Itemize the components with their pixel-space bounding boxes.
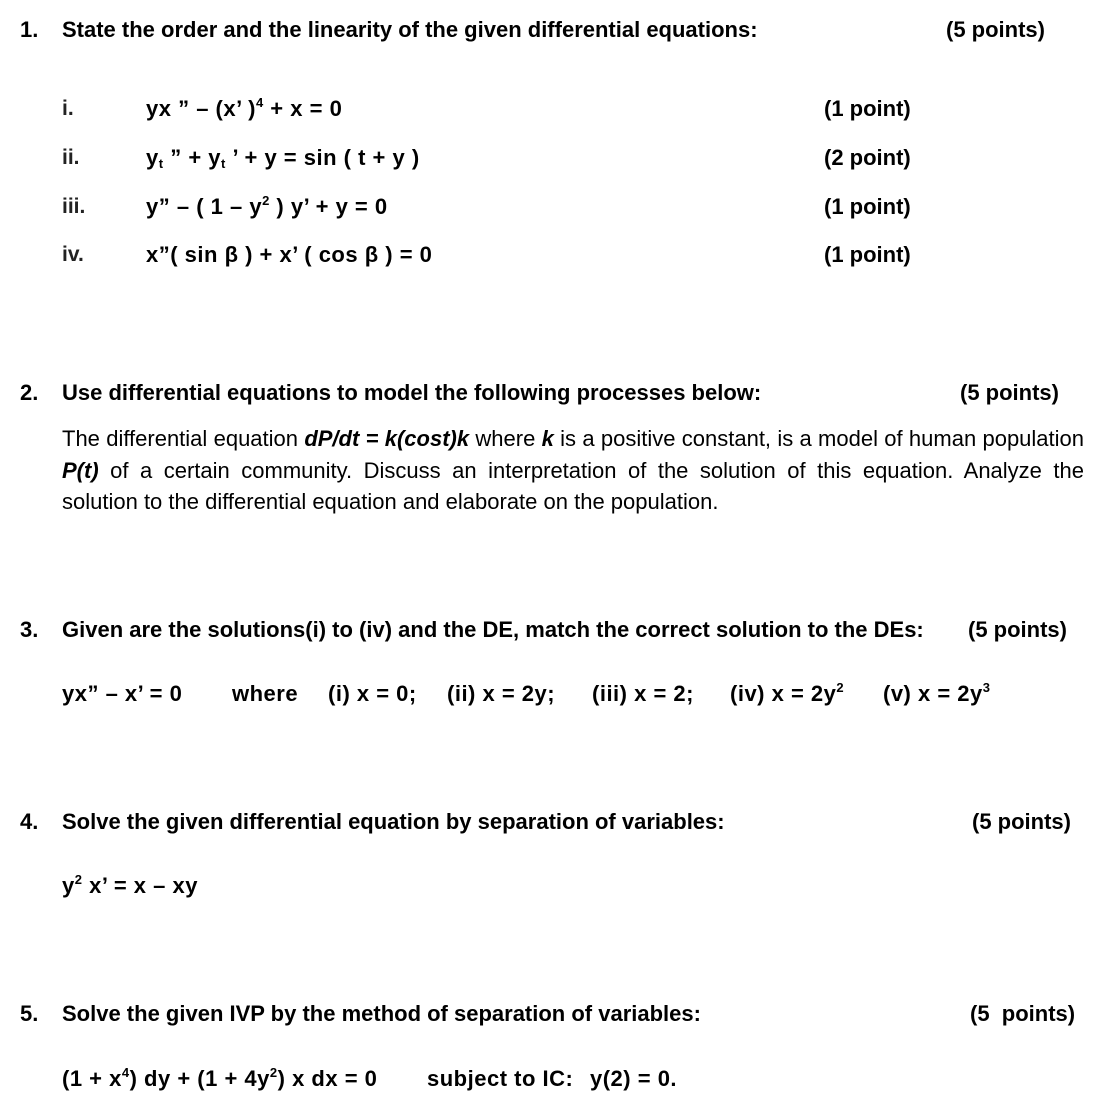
- q5-number: 5.: [20, 1001, 39, 1026]
- q1-item-2-equation: $y_t$ ” + $y_t$ ’ + y = sin ( t + y ): [146, 145, 420, 171]
- q1-item-4-points: (1 point): [824, 242, 911, 267]
- q3-option-4: (iv) $x = 2y^2$: [730, 680, 845, 706]
- q3-option-1: (i) x = 0;: [328, 681, 417, 706]
- q5-title: Solve the given IVP by the method of separation of variables:: [62, 1001, 701, 1026]
- q3-option-2: (ii) x = 2y;: [447, 681, 556, 706]
- q1-item-3-equation: y” – ( $1 - y^2$ ) y’ + y = 0: [146, 193, 388, 219]
- q2-body-rest: of a certain community. Discuss an interpretation of the solution of this equation. Analyze the solution to the differential equation and elaborate on the population.: [62, 457, 1084, 514]
- q2-points: (5 points): [960, 380, 1059, 405]
- q1-item-3-label: iii.: [62, 195, 86, 218]
- q2-body-mid: where: [469, 426, 542, 451]
- q1-item-2-points: (2 point): [824, 145, 911, 170]
- q3-option-5: (v) $x = 2y^3$: [883, 680, 991, 706]
- q1-item-1-label: i.: [62, 97, 74, 120]
- q2-body-k: k: [541, 426, 554, 451]
- q5-subject-to: subject to IC:: [427, 1066, 574, 1091]
- q4-points: (5 points): [972, 809, 1071, 834]
- q3-de: yx” – x’ = 0: [62, 681, 183, 706]
- q2-body: [62, 423, 1084, 518]
- q3-where: where: [232, 681, 299, 706]
- q3-option-3: (iii) x = 2;: [592, 681, 694, 706]
- q3-title: Given are the solutions(i) to (iv) and the DE, match the correct solution to the DEs:: [62, 617, 924, 642]
- q1-item-4-label: iv.: [62, 243, 84, 266]
- q5-points: (5 points): [970, 1001, 1076, 1026]
- q1-number: 1.: [20, 17, 39, 42]
- q5-equation: $(1 + x^4)$ dy + $(1 + 4y^2)$ x dx = 0: [62, 1065, 378, 1091]
- q1-points: (5 points): [946, 17, 1045, 42]
- q1-item-1-points: (1 point): [824, 96, 911, 121]
- q5-initial-condition: y(2) = 0.: [590, 1066, 678, 1091]
- q4-number: 4.: [20, 809, 39, 834]
- q2-body-pt: P(t): [62, 457, 99, 483]
- q4-equation: $y^2$ x’ = x – xy: [62, 872, 198, 898]
- q2-body-equation: dP/dt = k(cost)k: [304, 426, 470, 451]
- q2-number: 2.: [20, 380, 39, 405]
- q2-title: Use differential equations to model the following processes below:: [62, 380, 762, 405]
- q1-title: State the order and the linearity of the given differential equations:: [62, 17, 758, 42]
- q4-title: Solve the given differential equation by separation of variables:: [62, 809, 725, 834]
- q1-item-2-label: ii.: [62, 146, 80, 169]
- q2-body-after-k: is a positive constant, is a model of human population: [553, 426, 1085, 451]
- q2-body-intro: The differential equation: [62, 426, 305, 451]
- q1-item-3-points: (1 point): [824, 194, 911, 219]
- q3-points: (5 points): [968, 617, 1067, 642]
- q3-number: 3.: [20, 617, 39, 642]
- q1-item-4-equation: x”( sin β ) + x’ ( cos β ) = 0: [146, 242, 433, 267]
- q1-item-1-equation: yx ” – (x’ )$^4$ + x = 0: [146, 95, 343, 121]
